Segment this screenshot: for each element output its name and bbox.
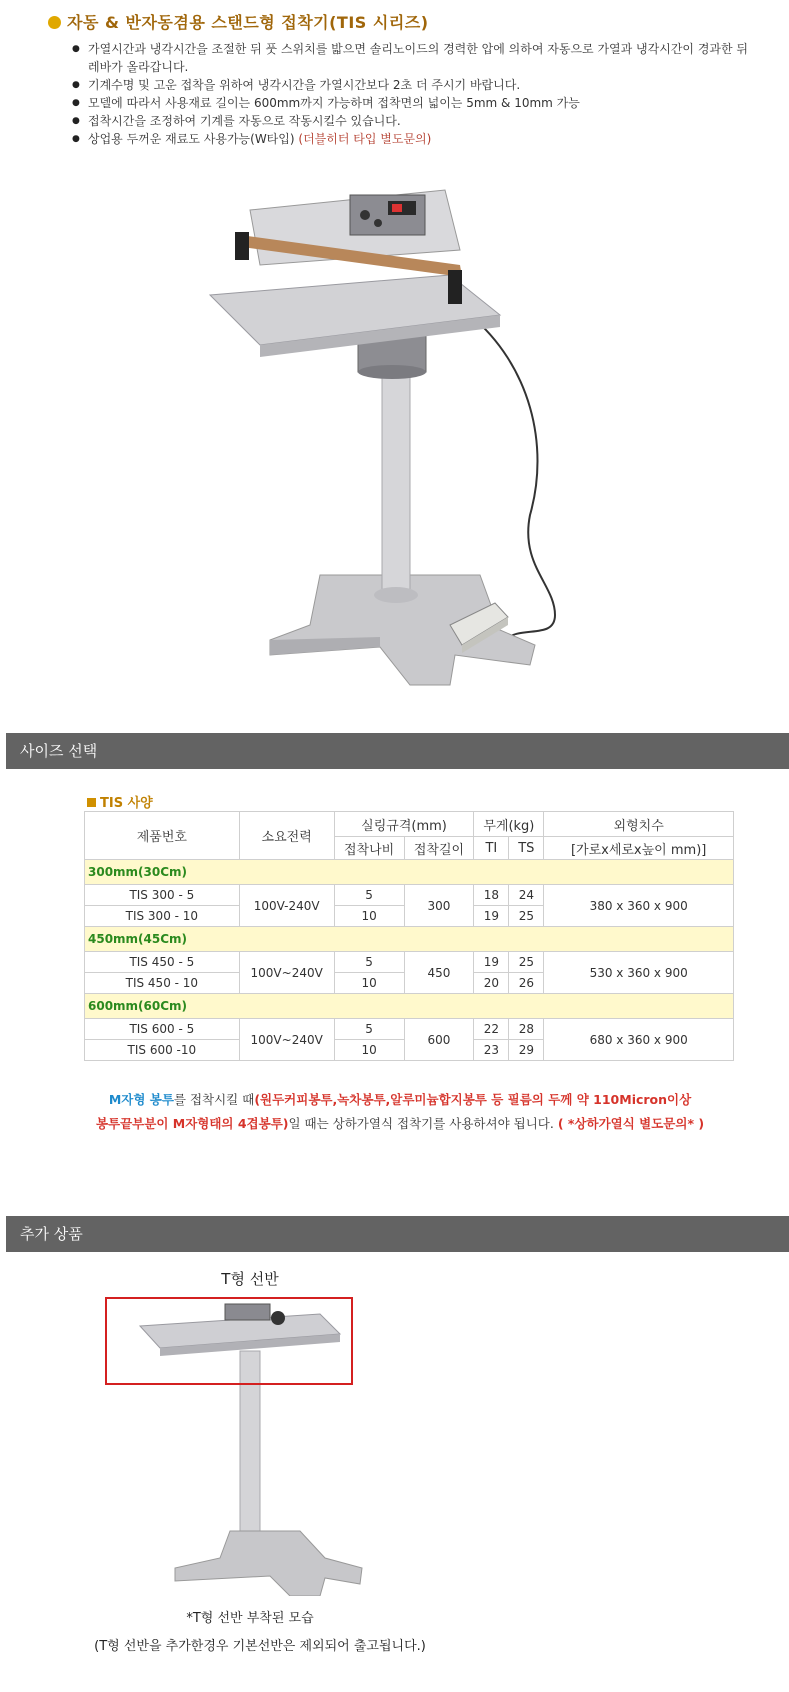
spec-table — [84, 811, 734, 1061]
cell-width: 5 — [334, 952, 404, 973]
note-highlight-blue: M자형 봉투 — [108, 1092, 174, 1107]
cell-model: TIS 300 - 10 — [85, 906, 240, 927]
section-title: 사이즈 선택 — [20, 742, 98, 760]
t-shelf-stand-image — [100, 1296, 370, 1596]
note-highlight-red: 봉투끝부분이 M자형태의 4겹봉투) — [95, 1116, 289, 1131]
list-item — [70, 76, 750, 94]
col-header-weight: 무게(kg) — [474, 812, 544, 837]
cell-ti: 22 — [474, 1019, 509, 1040]
cell-dimension: 380 x 360 x 900 — [544, 885, 734, 927]
m-bag-note — [40, 1088, 760, 1136]
cell-model: TIS 600 -10 — [85, 1040, 240, 1061]
cell-ts: 26 — [509, 973, 544, 994]
col-header-dimension-unit: [가로x세로x높이 mm)] — [544, 837, 734, 860]
note-text: 일 때는 상하가열식 접착기를 사용하셔야 됩니다. — [288, 1116, 554, 1131]
page-title — [48, 10, 429, 33]
list-item — [70, 40, 750, 76]
table-row — [85, 885, 734, 906]
cell-ti: 20 — [474, 973, 509, 994]
cell-dimension: 530 x 360 x 900 — [544, 952, 734, 994]
cell-ts: 24 — [509, 885, 544, 906]
cell-ti: 19 — [474, 952, 509, 973]
cell-width: 10 — [334, 906, 404, 927]
col-header-length: 접착길이 — [404, 837, 474, 860]
cell-ti: 18 — [474, 885, 509, 906]
note-inquiry-red: ( *상하가열식 별도문의* ) — [557, 1116, 705, 1131]
bullet-dot-icon — [48, 16, 61, 29]
table-row — [85, 1019, 734, 1040]
feature-text: 접착시간을 조정하여 기계를 자동으로 작동시킬수 있습니다. — [88, 114, 401, 128]
cell-length: 300 — [404, 885, 474, 927]
section-title: 추가 상품 — [20, 1225, 83, 1243]
double-heater-note: (더블히터 타입 별도문의) — [298, 132, 432, 146]
feature-text: 상업용 두꺼운 재료도 사용가능(W타입) — [88, 132, 295, 146]
cell-ts: 29 — [509, 1040, 544, 1061]
list-item — [70, 130, 750, 148]
t-shelf-notice: (T형 선반을 추가한경우 기본선반은 제외되어 출고됩니다.) — [94, 1639, 426, 1654]
group-label: 300mm(30Cm) — [85, 860, 734, 885]
cell-ti: 19 — [474, 906, 509, 927]
cell-model: TIS 450 - 5 — [85, 952, 240, 973]
spec-heading-text: TIS 사양 — [100, 796, 153, 811]
table-row — [85, 952, 734, 973]
cell-power: 100V-240V — [239, 885, 334, 927]
t-shelf-label: T형 선반 — [221, 1270, 279, 1288]
col-header-ti: TI — [474, 837, 509, 860]
cell-width: 5 — [334, 885, 404, 906]
section-bar-size — [6, 733, 789, 769]
spec-heading — [87, 792, 153, 811]
square-bullet-icon — [87, 798, 96, 807]
col-header-power: 소요전력 — [239, 812, 334, 860]
cell-width: 5 — [334, 1019, 404, 1040]
col-header-width: 접착나비 — [334, 837, 404, 860]
group-label: 600mm(60Cm) — [85, 994, 734, 1019]
section-bar-extra — [6, 1216, 789, 1252]
feature-list — [70, 40, 750, 148]
cell-length: 600 — [404, 1019, 474, 1061]
cell-model: TIS 300 - 5 — [85, 885, 240, 906]
col-header-model: 제품번호 — [85, 812, 240, 860]
note-text: 를 접착시킬 때 — [173, 1092, 255, 1107]
cell-dimension: 680 x 360 x 900 — [544, 1019, 734, 1061]
col-header-dimension: 외형치수 — [544, 812, 734, 837]
feature-text: 기계수명 및 고운 접착을 위하여 냉각시간을 가열시간보다 2초 더 주시기 바랍니다. — [88, 78, 521, 92]
cell-width: 10 — [334, 1040, 404, 1061]
sealer-machine-image — [200, 185, 570, 695]
cell-power: 100V~240V — [239, 952, 334, 994]
col-header-sealing: 실링규격(mm) — [334, 812, 474, 837]
list-item — [70, 94, 750, 112]
note-highlight-red: (원두커피봉투,녹차봉투,알루미늄합지봉투 등 필름의 두께 약 110Micron이상 — [254, 1092, 692, 1107]
col-header-ts: TS — [509, 837, 544, 860]
group-label: 450mm(45Cm) — [85, 927, 734, 952]
page-title-text: 자동 & 반자동겸용 스탠드형 접착기(TIS 시리즈) — [67, 13, 429, 32]
cell-ti: 23 — [474, 1040, 509, 1061]
feature-text: 가열시간과 냉각시간을 조절한 뒤 풋 스위치를 밟으면 솔리노이드의 경력한 압에 의하여 자동으로 가열과 냉각시간이 경과한 뒤 레바가 올라갑니다. — [88, 42, 749, 74]
cell-model: TIS 450 - 10 — [85, 973, 240, 994]
cell-ts: 25 — [509, 952, 544, 973]
list-item — [70, 112, 750, 130]
cell-model: TIS 600 - 5 — [85, 1019, 240, 1040]
cell-width: 10 — [334, 973, 404, 994]
cell-ts: 28 — [509, 1019, 544, 1040]
t-shelf-caption: *T형 선반 부착된 모습 — [186, 1611, 314, 1626]
feature-text: 모델에 따라서 사용재료 길이는 600mm까지 가능하며 접착면의 넓이는 5mm & 10mm 가능 — [88, 96, 580, 110]
cell-length: 450 — [404, 952, 474, 994]
cell-ts: 25 — [509, 906, 544, 927]
cell-power: 100V~240V — [239, 1019, 334, 1061]
